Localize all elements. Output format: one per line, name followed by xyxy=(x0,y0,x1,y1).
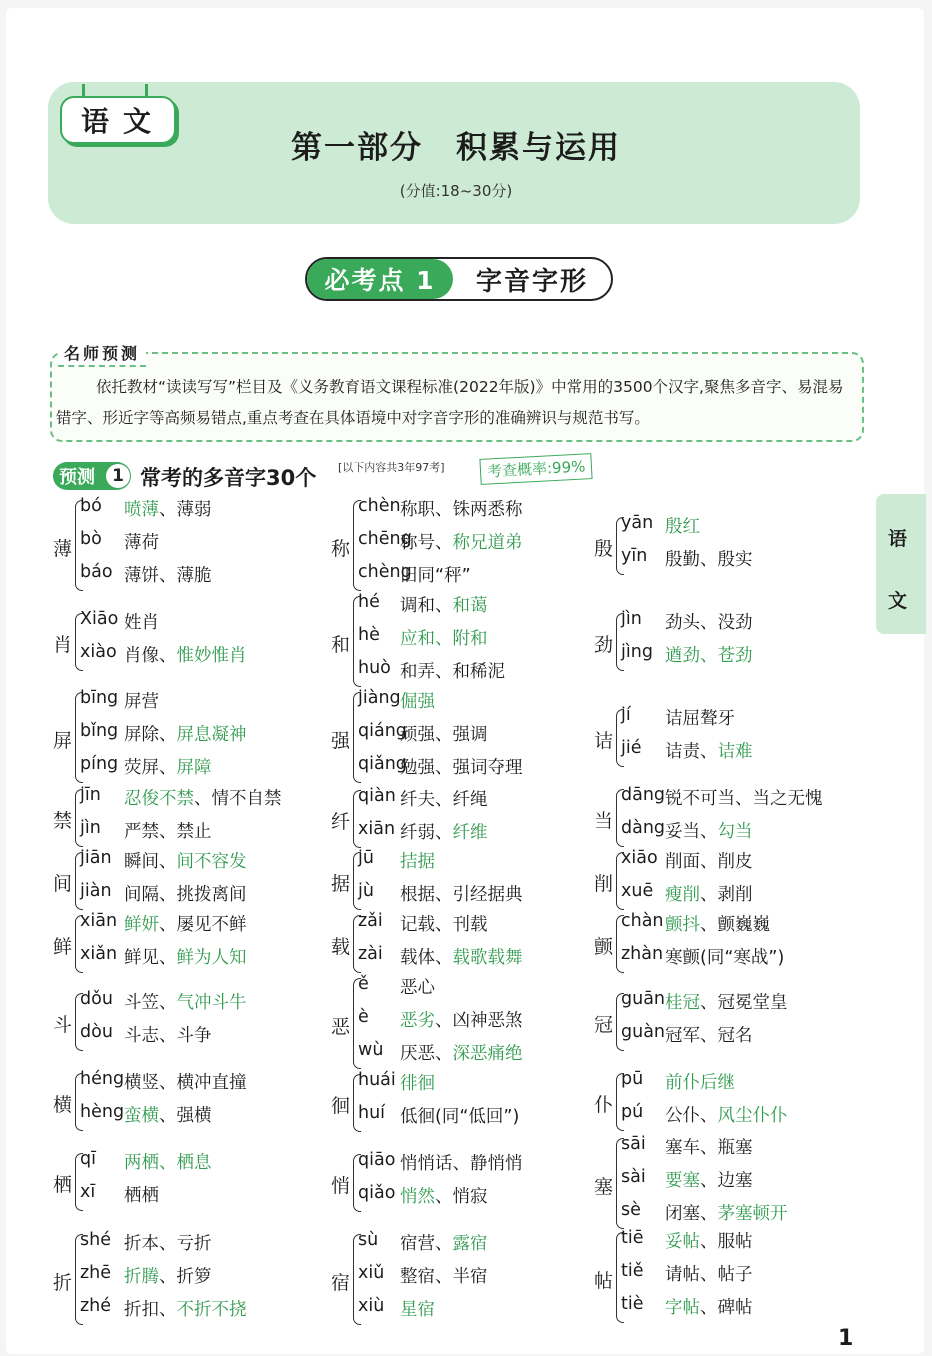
polyphone-char: 帖 xyxy=(594,1269,614,1292)
example-words xyxy=(400,1103,519,1128)
polyphone-char: 据 xyxy=(331,873,351,895)
side-subject-tab[interactable] xyxy=(876,494,926,634)
pinyin: zhē xyxy=(80,1263,112,1283)
word: 请帖、帖子 xyxy=(665,1265,753,1285)
highlighted-word: 载歌载舞 xyxy=(452,948,523,968)
example-words xyxy=(665,1200,788,1225)
subject-tab: 语文 xyxy=(60,96,176,144)
example-words xyxy=(400,562,471,587)
example-words xyxy=(665,1294,753,1319)
highlighted-word: 间不容发 xyxy=(176,852,247,872)
word: 厌恶、 xyxy=(400,1044,453,1064)
forecast-tag: 名师预测 xyxy=(58,341,146,367)
example-words xyxy=(665,818,753,843)
pinyin: bó xyxy=(80,496,102,516)
pinyin: xiǎn xyxy=(80,944,118,964)
example-words xyxy=(665,1069,735,1094)
polyphone-char: 诘 xyxy=(594,730,614,752)
highlighted-word: 遒劲、苍劲 xyxy=(665,646,753,666)
word: 称职、铢两悉称 xyxy=(400,500,523,520)
highlighted-word: 屏障 xyxy=(176,758,212,778)
highlighted-word: 折腾 xyxy=(124,1267,159,1287)
example-words xyxy=(665,1134,753,1159)
word: 整宿、半宿 xyxy=(400,1267,488,1287)
pinyin: xiù xyxy=(358,1296,385,1316)
highlighted-word: 不折不挠 xyxy=(176,1300,247,1320)
pinyin: sè xyxy=(621,1200,641,1220)
example-words xyxy=(400,658,505,683)
pinyin: hèng xyxy=(80,1102,125,1122)
example-words xyxy=(124,1230,212,1255)
pinyin: jiàng xyxy=(358,688,401,708)
word: 闭塞、 xyxy=(665,1204,718,1224)
example-words xyxy=(124,562,212,587)
word: 、折箩 xyxy=(159,1267,212,1287)
word: 、薄弱 xyxy=(159,500,212,520)
example-words xyxy=(400,625,488,650)
example-words xyxy=(665,705,735,730)
topic-pill xyxy=(305,257,613,301)
polyphone-char: 折 xyxy=(53,1271,73,1294)
example-words xyxy=(124,721,247,746)
pinyin: tiè xyxy=(621,1294,644,1314)
word: 、凶神恶煞 xyxy=(435,1011,523,1031)
pinyin: báo xyxy=(80,562,113,582)
pinyin: héng xyxy=(80,1069,125,1089)
pinyin: qiáng xyxy=(358,721,407,741)
highlighted-word: 勾当 xyxy=(717,822,753,842)
pinyin: bǐng xyxy=(80,721,119,741)
pinyin: sù xyxy=(358,1230,379,1250)
polyphone-char: 削 xyxy=(594,873,614,895)
pinyin: chēng xyxy=(358,529,412,549)
pinyin: zhé xyxy=(80,1296,112,1316)
polyphone-char: 横 xyxy=(53,1094,73,1116)
polyphone-char: 间 xyxy=(53,873,73,895)
example-words xyxy=(665,881,753,906)
example-words xyxy=(665,848,753,873)
polyphone-char: 徊 xyxy=(331,1095,351,1117)
highlighted-word: 恶劣 xyxy=(400,1011,435,1031)
highlighted-word: 气冲斗牛 xyxy=(176,993,247,1013)
example-words xyxy=(124,642,247,667)
word: 纤弱、 xyxy=(400,823,453,843)
example-words xyxy=(400,1296,435,1321)
word: 严禁、禁止 xyxy=(124,822,212,842)
example-words xyxy=(124,754,212,779)
example-words xyxy=(400,496,523,521)
polyphone-char: 纤 xyxy=(331,811,351,833)
pinyin: chèn xyxy=(358,496,401,516)
polyphone-char: 塞 xyxy=(594,1175,614,1198)
example-words xyxy=(665,911,770,936)
word: 、强横 xyxy=(159,1106,212,1126)
example-words xyxy=(665,546,753,571)
example-words xyxy=(400,688,435,713)
example-words xyxy=(665,642,753,667)
word: 、屡见不鲜 xyxy=(159,915,247,935)
polyphone-char: 强 xyxy=(331,729,351,752)
example-words xyxy=(665,1261,753,1286)
word: 、冠冕堂皇 xyxy=(700,993,788,1013)
pinyin: qī xyxy=(80,1149,96,1169)
example-words xyxy=(124,911,247,936)
pinyin: xiǔ xyxy=(358,1263,385,1283)
word: 勉强、强词夺理 xyxy=(400,758,523,778)
word: 低徊(同“低回”) xyxy=(400,1107,520,1127)
word: 纤夫、纤绳 xyxy=(400,790,488,810)
polyphone-char: 劲 xyxy=(594,634,614,656)
example-words xyxy=(665,513,700,538)
word: 劲头、没劲 xyxy=(665,613,753,633)
pinyin: píng xyxy=(80,754,119,774)
polyphone-char: 肖 xyxy=(53,634,73,656)
polyphone-char: 冠 xyxy=(594,1014,614,1036)
example-words xyxy=(124,1296,247,1321)
highlighted-word: 应和、附和 xyxy=(400,629,488,649)
pinyin: jiàn xyxy=(80,881,112,901)
example-words xyxy=(400,974,435,999)
section-title: 常考的多音字30个 xyxy=(140,466,317,490)
highlighted-word: 星宿 xyxy=(400,1300,435,1320)
pinyin: qiǎng xyxy=(358,754,407,774)
highlighted-word: 露宿 xyxy=(452,1234,488,1254)
highlighted-word: 称兄道弟 xyxy=(452,533,523,553)
polyphone-char: 颤 xyxy=(594,936,614,958)
word: 、剥削 xyxy=(700,885,753,905)
example-words xyxy=(665,785,823,810)
example-words xyxy=(124,785,282,810)
polyphone-char: 称 xyxy=(331,537,351,560)
example-words xyxy=(400,529,523,554)
highlighted-word: 纤维 xyxy=(452,823,488,843)
word: 横竖、横冲直撞 xyxy=(124,1073,247,1093)
highlighted-word: 拮据 xyxy=(400,852,435,872)
pinyin: jū xyxy=(358,848,374,868)
pinyin: yīn xyxy=(621,546,648,566)
forecast-text: 依托教材“读读写写”栏目及《义务教育语文课程标准(2022年版)》中常用的3500个汉字,聚焦多音字、易混易错字、形近字等高频易错点,重点考查在具体语境中对字音字形的准确辨识与规范书写。 xyxy=(56,378,844,427)
score-range: (分值:18~30分) xyxy=(399,182,513,200)
word: 寒颤(同“寒战”) xyxy=(665,948,785,968)
example-words xyxy=(400,881,523,906)
example-words xyxy=(124,688,159,713)
pinyin: jié xyxy=(621,738,642,758)
word: 锐不可当、当之无愧 xyxy=(665,789,823,809)
highlighted-word: 悄然 xyxy=(400,1187,435,1207)
pinyin: bīng xyxy=(80,688,119,708)
example-words xyxy=(400,786,488,811)
highlighted-word: 深恶痛绝 xyxy=(452,1044,523,1064)
pinyin: huí xyxy=(358,1103,386,1123)
example-words xyxy=(665,609,753,634)
example-words xyxy=(400,592,488,617)
highlighted-word: 诘难 xyxy=(717,742,753,762)
section-note: [以下内容共3年97考] xyxy=(338,461,445,474)
pinyin: jí xyxy=(621,705,631,725)
word: 、悄寂 xyxy=(435,1187,488,1207)
word: 姓肖 xyxy=(124,613,159,633)
word: 、颤巍巍 xyxy=(700,915,770,935)
pinyin: jìng xyxy=(621,642,653,662)
polyphone-char: 屏 xyxy=(53,729,73,752)
pinyin: ě xyxy=(358,974,369,994)
pinyin: jiān xyxy=(80,848,112,868)
word: 妥当、 xyxy=(665,822,718,842)
pinyin: jìn xyxy=(80,818,101,838)
pinyin: shé xyxy=(80,1230,111,1250)
highlighted-word: 前仆后继 xyxy=(665,1073,735,1093)
example-words xyxy=(665,989,788,1014)
example-words xyxy=(124,609,159,634)
word: 诘责、 xyxy=(665,742,718,762)
topic-label: 必考点 1 xyxy=(307,259,453,299)
pinyin: zǎi xyxy=(358,911,383,931)
word: 屏除、 xyxy=(124,725,177,745)
example-words xyxy=(400,1263,488,1288)
word: 鲜见、 xyxy=(124,948,177,968)
highlighted-word: 殷红 xyxy=(665,517,700,537)
pinyin: hé xyxy=(358,592,380,612)
pinyin: bò xyxy=(80,529,102,549)
pinyin: yān xyxy=(621,513,654,533)
highlighted-word: 喷薄 xyxy=(124,500,159,520)
example-words xyxy=(124,818,212,843)
polyphone-char: 鲜 xyxy=(53,936,73,958)
pinyin: xiào xyxy=(80,642,117,662)
example-words xyxy=(124,944,247,969)
example-words xyxy=(400,848,435,873)
word: 斗志、斗争 xyxy=(124,1026,212,1046)
word: 宿营、 xyxy=(400,1234,453,1254)
pinyin: dàng xyxy=(621,818,666,838)
pinyin: zhàn xyxy=(621,944,664,964)
highlighted-word: 两栖、栖息 xyxy=(124,1153,212,1173)
pinyin: xiān xyxy=(358,819,396,839)
word: 折扣、 xyxy=(124,1300,177,1320)
word: 、碑帖 xyxy=(700,1298,753,1318)
pinyin: Xiāo xyxy=(80,609,119,629)
example-words xyxy=(400,944,523,969)
word: 薄荷 xyxy=(124,533,159,553)
word: 肖像、 xyxy=(124,646,177,666)
example-words xyxy=(400,911,488,936)
word: 和弄、和稀泥 xyxy=(400,662,505,682)
word: 间隔、挑拨离间 xyxy=(124,885,247,905)
highlighted-word: 茅塞顿开 xyxy=(717,1204,788,1224)
example-words xyxy=(400,1150,523,1175)
word: 折本、亏折 xyxy=(124,1234,212,1254)
highlighted-word: 忍俊不禁 xyxy=(124,789,194,809)
highlighted-word: 桂冠 xyxy=(665,993,700,1013)
pinyin: dǒu xyxy=(80,989,113,1009)
example-words xyxy=(400,819,488,844)
highlighted-word: 妥帖 xyxy=(665,1232,700,1252)
pinyin: jù xyxy=(358,881,374,901)
badge-label: 预测 xyxy=(59,467,95,488)
highlighted-word: 鲜为人知 xyxy=(176,948,247,968)
example-words xyxy=(124,1022,212,1047)
part-title: 第一部分 积累与运用 xyxy=(291,130,621,166)
example-words xyxy=(124,1182,159,1207)
polyphone-char: 禁 xyxy=(53,810,73,832)
example-words xyxy=(665,1228,753,1253)
pinyin: dāng xyxy=(621,785,666,805)
highlighted-word: 倔强 xyxy=(400,692,435,712)
pinyin: pú xyxy=(621,1102,644,1122)
highlighted-word: 要塞 xyxy=(665,1171,700,1191)
word: 斗笠、 xyxy=(124,993,177,1013)
word: 荧屏、 xyxy=(124,758,177,778)
highlighted-word: 字帖 xyxy=(665,1298,700,1318)
example-words xyxy=(400,1230,488,1255)
pinyin: sài xyxy=(621,1167,646,1187)
word: 顽强、强调 xyxy=(400,725,488,745)
word: 塞车、瓶塞 xyxy=(665,1138,753,1158)
word: 称号、 xyxy=(400,533,453,553)
highlighted-word: 鲜妍 xyxy=(124,915,159,935)
word: 瞬间、 xyxy=(124,852,177,872)
word: 根据、引经据典 xyxy=(400,885,523,905)
highlighted-word: 屏息凝神 xyxy=(176,725,247,745)
example-words xyxy=(124,496,212,521)
pinyin: xī xyxy=(80,1182,96,1202)
pinyin: è xyxy=(358,1007,369,1027)
polyphone-char: 恶 xyxy=(331,1015,351,1038)
example-words xyxy=(400,1070,435,1095)
example-words xyxy=(124,529,159,554)
pinyin: chèng xyxy=(358,562,412,582)
pinyin: qiàn xyxy=(358,786,396,806)
word: 旧同“秤” xyxy=(400,566,471,586)
polyphone-char: 斗 xyxy=(53,1014,73,1036)
highlighted-word: 颤抖 xyxy=(665,915,700,935)
pinyin: zài xyxy=(358,944,383,964)
word: 公仆、 xyxy=(665,1106,718,1126)
polyphone-char: 仆 xyxy=(594,1094,614,1116)
example-words xyxy=(665,944,784,969)
pinyin: jīn xyxy=(80,785,101,805)
example-words xyxy=(400,1040,523,1065)
word: 、边塞 xyxy=(700,1171,753,1191)
word: 恶心 xyxy=(400,978,435,998)
polyphone-char: 载 xyxy=(331,936,351,958)
polyphone-char: 栖 xyxy=(53,1174,73,1196)
example-words xyxy=(124,1069,247,1094)
pinyin: xiāo xyxy=(621,848,658,868)
badge-number: 1 xyxy=(106,464,130,488)
word: 殷勤、殷实 xyxy=(665,550,753,570)
highlighted-word: 风尘仆仆 xyxy=(717,1106,788,1126)
pinyin: dòu xyxy=(80,1022,113,1042)
word: 、服帖 xyxy=(700,1232,753,1252)
pinyin: sāi xyxy=(621,1134,646,1154)
pinyin: qiāo xyxy=(358,1150,396,1170)
highlighted-word: 徘徊 xyxy=(400,1074,435,1094)
pinyin: pū xyxy=(621,1069,644,1089)
pinyin: chàn xyxy=(621,911,664,931)
pinyin: huò xyxy=(358,658,391,678)
word: 栖栖 xyxy=(124,1186,159,1206)
polyphone-char: 悄 xyxy=(331,1175,351,1197)
page-number: 1 xyxy=(838,1326,854,1351)
highlighted-word: 瘦削 xyxy=(665,885,700,905)
example-words xyxy=(124,848,247,873)
highlighted-word: 和蔼 xyxy=(452,596,488,616)
pinyin: qiǎo xyxy=(358,1183,396,1203)
example-words xyxy=(665,1102,788,1127)
example-words xyxy=(124,1149,212,1174)
pinyin: tiē xyxy=(621,1228,644,1248)
highlighted-word: 惟妙惟肖 xyxy=(176,646,247,666)
polyphone-char: 薄 xyxy=(53,537,73,560)
example-words xyxy=(124,881,247,906)
pinyin: huái xyxy=(358,1070,396,1090)
example-words xyxy=(665,1022,753,1047)
pinyin: xiān xyxy=(80,911,118,931)
side-tab-char: 文 xyxy=(888,590,908,612)
word: 诘屈聱牙 xyxy=(665,709,735,729)
pinyin: guān xyxy=(621,989,666,1009)
side-tab-char: 语 xyxy=(888,528,908,550)
polyphone-char: 和 xyxy=(331,633,351,656)
word: 、情不自禁 xyxy=(194,789,282,809)
word: 冠军、冠名 xyxy=(665,1026,753,1046)
word: 削面、削皮 xyxy=(665,852,753,872)
pinyin: hè xyxy=(358,625,380,645)
example-words xyxy=(665,738,753,763)
word: 薄饼、薄脆 xyxy=(124,566,212,586)
pinyin: jìn xyxy=(621,609,642,629)
polyphone-char: 殷 xyxy=(594,538,614,560)
pinyin: tiě xyxy=(621,1261,644,1281)
topic-name: 字音字形 xyxy=(475,266,588,297)
polyphone-char: 宿 xyxy=(331,1271,351,1294)
word: 记载、刊载 xyxy=(400,915,488,935)
pinyin: xuē xyxy=(621,881,654,901)
example-words xyxy=(400,721,488,746)
word: 载体、 xyxy=(400,948,453,968)
pinyin: wù xyxy=(358,1040,384,1060)
word: 调和、 xyxy=(400,596,453,616)
highlighted-word: 蛮横 xyxy=(124,1106,159,1126)
example-words xyxy=(665,1167,753,1192)
word: 屏营 xyxy=(124,692,159,712)
example-words xyxy=(400,754,523,779)
exam-rate-stamp: 考查概率:99% xyxy=(479,453,593,485)
example-words xyxy=(124,989,247,1014)
example-words xyxy=(400,1183,488,1208)
example-words xyxy=(400,1007,523,1032)
polyphone-char: 当 xyxy=(594,810,614,832)
pinyin: guàn xyxy=(621,1022,666,1042)
example-words xyxy=(124,1263,212,1288)
example-words xyxy=(124,1102,212,1127)
word: 悄悄话、静悄悄 xyxy=(400,1154,523,1174)
